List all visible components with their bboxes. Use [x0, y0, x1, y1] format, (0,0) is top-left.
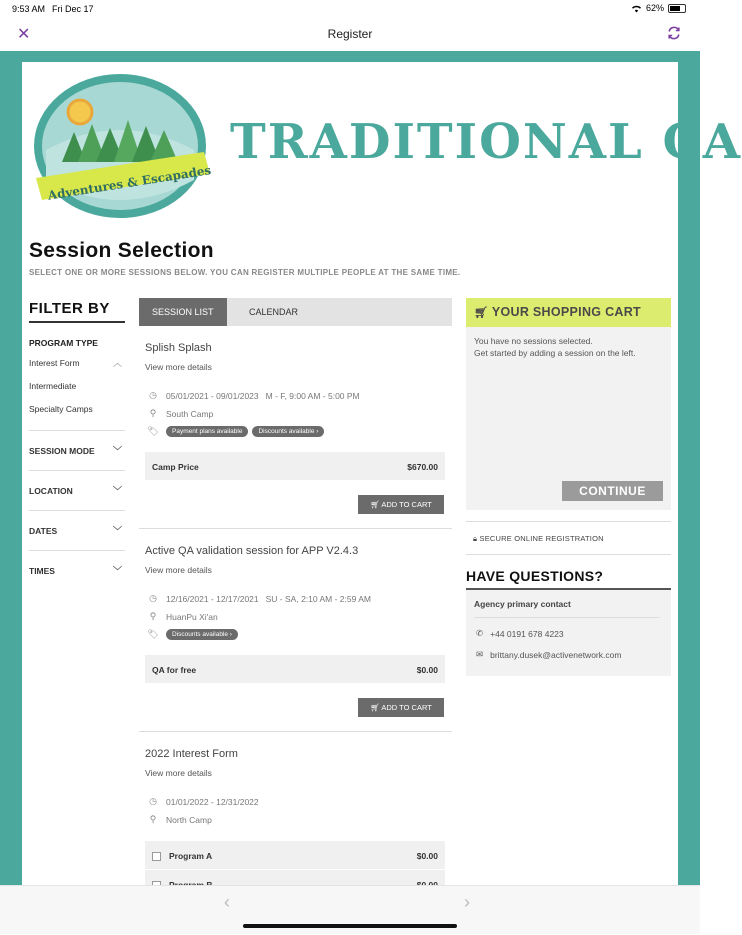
session-location-row [147, 408, 213, 419]
program-label: Program A [169, 851, 213, 861]
mail-icon: ✉ [476, 649, 484, 659]
program-price: $0.00 [416, 851, 438, 861]
questions-title: HAVE QUESTIONS? [466, 568, 671, 590]
wifi-icon [631, 4, 642, 13]
session-dates-row [147, 796, 259, 807]
discounts-tag[interactable]: Discounts available › [166, 629, 238, 640]
top-nav [0, 18, 700, 51]
cart-icon: 🛒︎ [370, 703, 380, 712]
session-name: 2022 Interest Form [145, 748, 238, 760]
program-checkbox[interactable] [152, 852, 161, 861]
cart-message [466, 327, 671, 367]
camp-logo [32, 70, 212, 220]
program-type-label: PROGRAM TYPE [29, 338, 98, 348]
divider [474, 617, 660, 618]
location-pin-icon: ⚲ [149, 814, 157, 824]
add-to-cart-button[interactable] [358, 698, 444, 717]
status-right [631, 3, 686, 13]
filter-section-label: DATES [29, 526, 58, 536]
lock-icon: 🔒︎ [473, 534, 478, 543]
session-location: HuanPu Xi'an [166, 611, 218, 622]
view-more-link[interactable]: View more details [145, 362, 212, 372]
view-more-link[interactable]: View more details [145, 565, 212, 575]
contact-email[interactable] [476, 649, 621, 660]
secure-registration [466, 521, 671, 555]
banner [22, 62, 742, 232]
session-location: North Camp [166, 814, 212, 825]
status-bar [0, 0, 700, 18]
forward-arrow-icon[interactable]: › [464, 892, 470, 912]
cart-message-line: You have no sessions selected. [474, 336, 593, 346]
chevron-down-icon: ﹀ [112, 566, 122, 576]
chevron-down-icon: ﹀ [112, 446, 122, 456]
cart-icon: 🛒︎ [370, 500, 380, 509]
questions-panel [466, 568, 671, 676]
shopping-cart [466, 298, 671, 510]
continue-button[interactable]: CONTINUE [562, 481, 663, 501]
program-row[interactable] [145, 841, 445, 869]
cart-header [466, 298, 671, 327]
chevron-up-icon[interactable]: ︿ [112, 358, 122, 368]
bottom-toolbar [0, 885, 700, 934]
location-pin-icon: ⚲ [149, 611, 157, 621]
view-tabs [139, 298, 452, 326]
refresh-icon[interactable] [666, 25, 682, 41]
tag-icon: 🏷 [147, 425, 159, 436]
session-location: South Camp [166, 408, 214, 419]
session-location-row [147, 814, 212, 825]
filter-title: FILTER BY [29, 300, 125, 323]
program-option-specialty-camps[interactable] [29, 404, 125, 414]
view-more-link[interactable]: View more details [145, 768, 212, 778]
clock-icon: ◷ [149, 390, 157, 400]
tag-icon: 🏷 [147, 628, 159, 639]
program-option-label: Specialty Camps [29, 404, 93, 414]
phone-icon: ✆ [476, 628, 484, 638]
session-tags-row [147, 628, 242, 640]
filter-dates[interactable] [29, 510, 125, 550]
chevron-down-icon: ﹀ [112, 526, 122, 536]
battery-percent: 62% [645, 3, 664, 13]
banner-title: TRADITIONAL CA [230, 114, 742, 170]
program-option-label: Intermediate [29, 381, 77, 391]
program-option-interest-form[interactable] [29, 358, 125, 368]
price-value: $0.00 [416, 665, 438, 675]
phone-number: +44 0191 678 4223 [490, 628, 564, 639]
session-card [139, 326, 452, 529]
status-date: Fri Dec 17 [52, 4, 94, 14]
webview-frame [0, 51, 742, 885]
price-label: QA for free [152, 665, 197, 675]
price-row [145, 452, 445, 480]
email-address: brittany.dusek@activenetwork.com [490, 649, 622, 660]
session-dates-row [147, 593, 371, 604]
session-name: Splish Splash [145, 342, 212, 354]
session-dates: 12/16/2021 - 12/17/2021 [166, 593, 259, 604]
session-list [139, 326, 452, 935]
session-card [139, 529, 452, 732]
page-title: Session Selection [29, 239, 214, 262]
nav-title: Register [327, 27, 373, 41]
status-time: 9:53 AM [12, 4, 46, 14]
tab-calendar[interactable]: CALENDAR [249, 307, 299, 317]
program-option-intermediate[interactable] [29, 381, 125, 391]
session-name: Active QA validation session for APP V2.4.3 [145, 545, 359, 557]
back-arrow-icon[interactable]: ‹ [224, 892, 230, 912]
location-pin-icon: ⚲ [149, 408, 157, 418]
cart-icon: 🛒︎ [474, 307, 489, 319]
session-schedule: M - F, 9:00 AM - 5:00 PM [265, 390, 360, 401]
cart-message-line: Get started by adding a session on the left. [474, 348, 636, 358]
battery-icon [668, 4, 686, 13]
cart-title: YOUR SHOPPING CART [491, 305, 641, 319]
session-dates: 05/01/2021 - 09/01/2023 [166, 390, 259, 401]
clock-icon: ◷ [149, 593, 157, 603]
add-to-cart-button[interactable] [358, 495, 444, 514]
session-location-row [147, 611, 218, 622]
filter-section-label: SESSION MODE [29, 446, 95, 456]
discounts-tag[interactable]: Discounts available › [252, 426, 324, 437]
registration-page [22, 62, 742, 885]
secure-label: SECURE ONLINE REGISTRATION [479, 534, 604, 543]
session-dates: 01/01/2022 - 12/31/2022 [166, 796, 259, 807]
logo-text: Adventures & Escapades [46, 163, 213, 203]
payment-plans-tag: Payment plans available [166, 426, 248, 437]
tab-session-list[interactable]: SESSION LIST [139, 298, 227, 326]
home-indicator[interactable] [243, 924, 457, 928]
filter-session-mode[interactable] [29, 430, 125, 470]
contact-phone[interactable] [476, 628, 564, 639]
program-label-wrap [152, 851, 212, 861]
clock-icon: ◷ [149, 796, 157, 806]
session-schedule: SU - SA, 2:10 AM - 2:59 AM [265, 593, 371, 604]
add-to-cart-label: ADD TO CART [381, 703, 432, 712]
add-to-cart-label: ADD TO CART [381, 500, 432, 509]
program-option-label: Interest Form [29, 358, 80, 368]
chevron-down-icon: ﹀ [112, 486, 122, 496]
filter-section-label: TIMES [29, 566, 55, 576]
filter-sidebar [29, 300, 125, 590]
contact-box [466, 590, 671, 676]
page-subtitle: SELECT ONE OR MORE SESSIONS BELOW. YOU CAN REGISTER MULTIPLE PEOPLE AT THE SAME TIME. [29, 268, 461, 277]
price-label: Camp Price [152, 462, 199, 472]
session-tags-row [147, 425, 328, 437]
filter-section-label: LOCATION [29, 486, 73, 496]
close-icon[interactable]: ✕ [17, 26, 31, 43]
agency-contact-label: Agency primary contact [474, 599, 571, 609]
session-dates-row [147, 390, 360, 401]
price-row [145, 655, 445, 683]
filter-times[interactable] [29, 550, 125, 590]
price-value: $670.00 [407, 462, 438, 472]
filter-location[interactable] [29, 470, 125, 510]
